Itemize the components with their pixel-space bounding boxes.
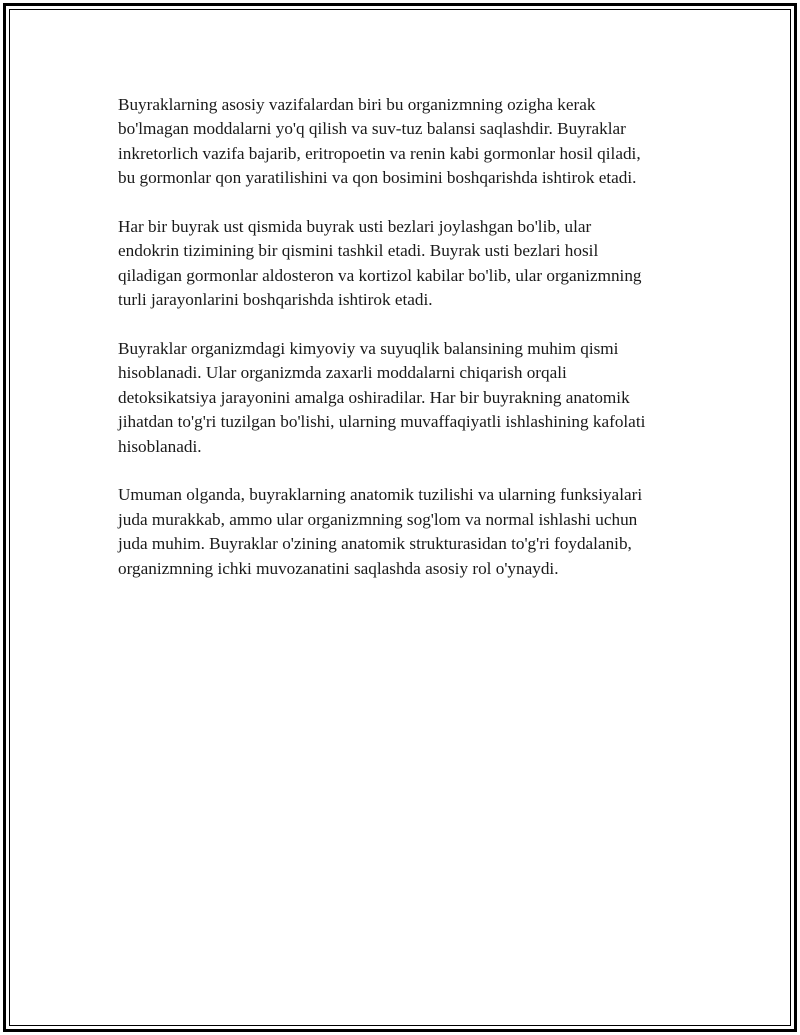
paragraph-2: Har bir buyrak ust qismida buyrak usti bezlari joylashgan bo'lib, ular endokrin tizimining bir qismini tashkil etadi. Buyrak usti bezlari hosil qiladigan gormonlar aldosteron va kortizol kabilar bo'lib, ular organizmning turli jarayonlarini boshqarishda ishtirok etadi. — [118, 217, 642, 310]
paragraph-1: Buyraklarning asosiy vazifalardan biri bu organizmning ozigha kerak bo'lmagan moddalarni yo'q qilish va suv-tuz balansi saqlashdir. Buyraklar inkretorlich vazifa bajarib, eritropoetin va renin kabi gormonlar hosil qiladi, bu gormonlar qon yaratilishini va qon bosimini boshqarishda ishtirok etadi. — [118, 95, 641, 188]
paragraph-3: Buyraklar organizmdagi kimyoviy va suyuqlik balansining muhim qismi hisoblanadi. Ular organizmda zaxarli moddalarni chiqarish orqali detoksikatsiya jarayonini amalga oshiradilar. Har bir buyrakning anatomik jihatdan to'g'ri tuzilgan bo'lishi, ularning muvaffaqiyatli ishlashining kafolati hisoblanadi. — [118, 339, 646, 456]
paragraph-4: Umuman olganda, buyraklarning anatomik tuzilishi va ularning funksiyalari juda murakkab, ammo ular organizmning sog'lom va normal ishlashi uchun juda muhim. Buyraklar o'zining anatomik strukturasidan to'g'ri foydalanib, organizmning ichki muvozanatini saqlashda asosiy rol o'ynaydi. — [118, 485, 643, 578]
document-body — [118, 93, 698, 605]
